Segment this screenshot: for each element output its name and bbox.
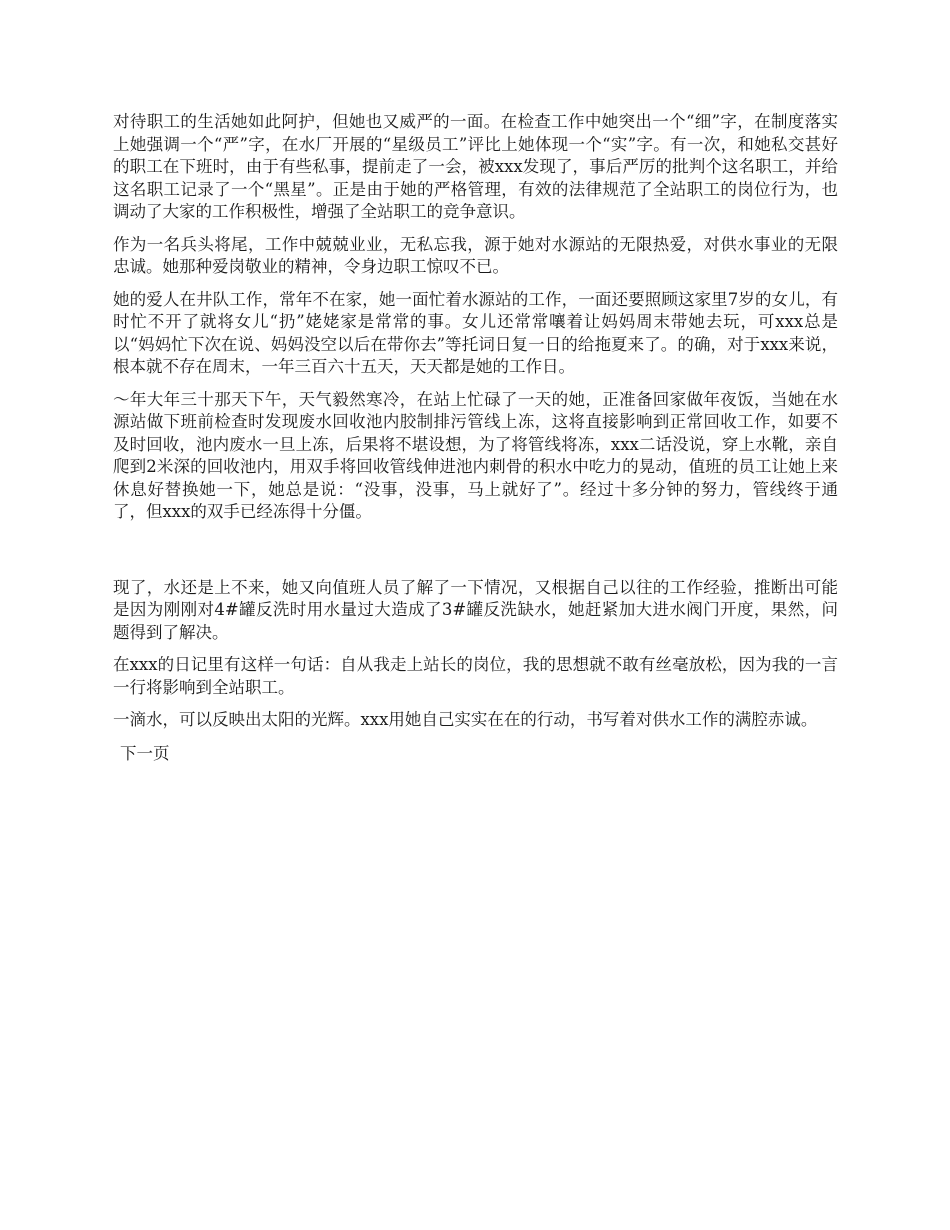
paragraph-3: 她的爱人在井队工作，常年不在家，她一面忙着水源站的工作，一面还要照顾这家里7岁的女儿，有时忙不开了就将女儿“扔”姥姥家是常常的事。女儿还常常嚷着让妈妈周末带她去玩，可xxx总是以“妈妈忙下次在说、妈妈没空以后在带你去”等托词日复一日的给拖夏来了。的确，对于xxx来说，根本就不存在周末，一年三百六十五天，天天都是她的工作日。	[113, 289, 838, 376]
next-page-link[interactable]: 下一页	[120, 743, 170, 763]
paragraph-4: ～年大年三十那天下午，天气毅然寒冷，在站上忙碌了一天的她，正准备回家做年夜饭，当她在水源站做下班前检查时发现废水回收池内胶制排污管线上冻，这将直接影响到正常回收工作，如要不及时回收，池内废水一旦上冻，后果将不堪设想，为了将管线将冻，xxx二话没说，穿上水靴，亲自爬到2米深的回收池内，用双手将回收管线伸进池内刺骨的积水中吃力的晃动，值班的员工让她上来休息好替换她一下，她总是说：“没事，没事，马上就好了”。经过十多分钟的努力，管线终于通了，但xxx的双手已经冻得十分僵。	[113, 389, 838, 521]
paragraph-7: 一滴水，可以反映出太阳的光辉。xxx用她自己实实在在的行动，书写着对供水工作的满腔赤诚。	[113, 710, 818, 729]
section-gap	[113, 534, 838, 577]
paragraph-5: 现了，水还是上不来，她又向值班人员了解了一下情况，又根据自己以往的工作经验，推断出可能是因为刚刚对4#罐反洗时用水量过大造成了3#罐反洗缺水，她赶紧加大进水阀门开度，果然，问题得到了解决。	[113, 577, 838, 642]
paragraph-6: 在xxx的日记里有这样一句话：自从我走上站长的岗位，我的思想就不敢有丝毫放松，因为我的一言一行将影响到全站职工。	[113, 655, 838, 697]
document-page	[113, 111, 838, 765]
paragraph-2: 作为一名兵头将尾，工作中兢兢业业，无私忘我，源于她对水源站的无限热爱，对供水事业的无限忠诚。她那种爱岗敬业的精神，令身边职工惊叹不已。	[113, 234, 838, 276]
paragraph-1: 对待职工的生活她如此阿护，但她也又威严的一面。在检查工作中她突出一个“细”字，在制度落实上她强调一个“严”字，在水厂开展的“星级员工”评比上她体现一个“实”字。有一次，和她私交甚好的职工在下班时，由于有些私事，提前走了一会，被xxx发现了，事后严厉的批判个这名职工，并给这名职工记录了一个“黑星”。正是由于她的严格管理，有效的法律规范了全站职工的岗位行为，也调动了大家的工作积极性，增强了全站职工的竞争意识。	[113, 112, 838, 221]
